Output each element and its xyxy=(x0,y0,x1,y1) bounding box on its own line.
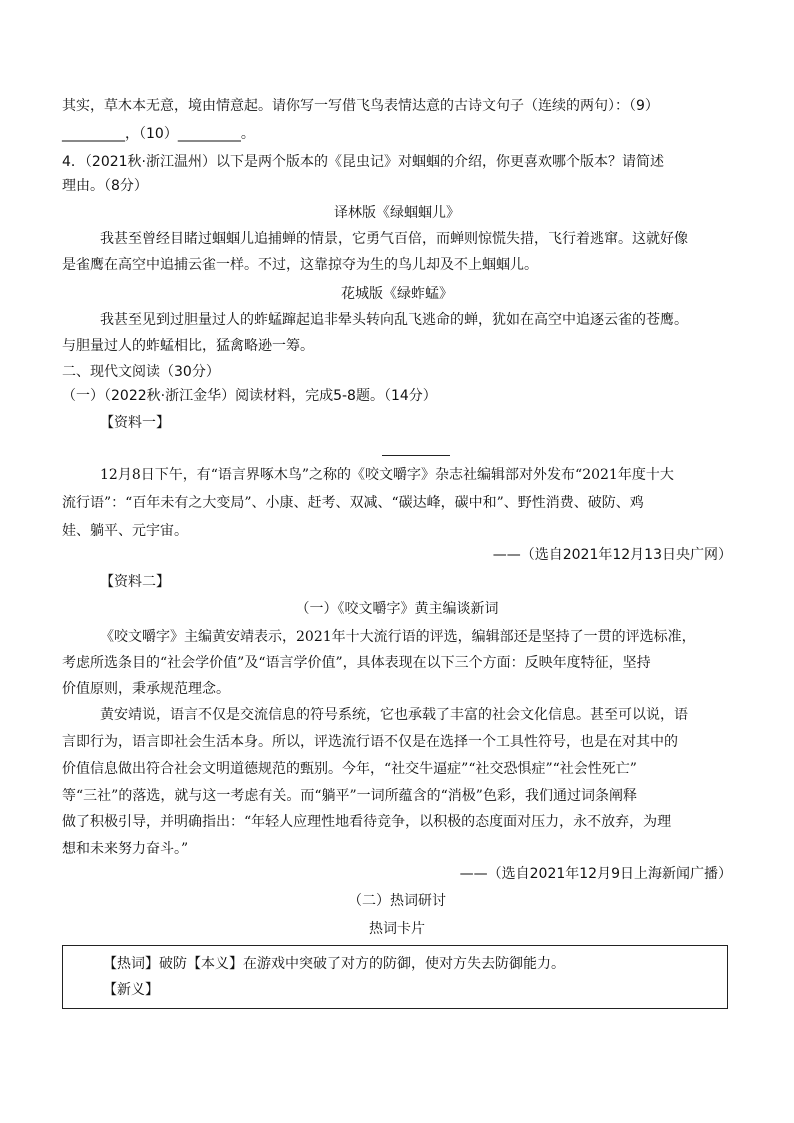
hot-word-card-line-1: 【热词】破防【本义】在游戏中突破了对方的防御，使对方失去防御能力。 xyxy=(103,956,565,972)
material-1-line-1: 12月8日下午，有“语言界啄木鸟”之称的《咬文嚼字》杂志社编辑部对外发布“2021年度十大 xyxy=(100,467,674,483)
material-2-source: ——（选自2021年12月9日上海新闻广播） xyxy=(459,866,732,882)
material-1-source: ——（选自2021年12月13日央广网） xyxy=(492,547,732,563)
version-a-text-line-1: 我甚至曾经目睹过蝈蝈儿追捕蝉的情景，它勇气百倍，而蝉则惊慌失措，飞行着逃窜。这就好像 xyxy=(100,231,688,247)
material-2-line-6: 价值信息做出符合社会文明道德规范的甄别。今年，“社交牛逼症”“社交恐惧症”“社会性死亡” xyxy=(62,761,637,777)
material-2-line-3: 价值原则，秉承规范理念。 xyxy=(62,681,230,697)
material-2-line-9: 想和未来努力奋斗。” xyxy=(62,841,189,857)
section-2-subheading: （一）（2022秋·浙江金华）阅读材料，完成5-8题。（14分） xyxy=(62,388,437,404)
version-b-title: 花城版《绿蚱蜢》 xyxy=(341,286,453,302)
hot-word-card xyxy=(62,945,728,1009)
material-1-label: 【资料一】 xyxy=(100,415,170,431)
hot-words-title: （二）热词研讨 xyxy=(348,893,446,909)
q4-prompt-line-1: 4．（2021秋·浙江温州）以下是两个版本的《昆虫记》对蝈蝈的介绍，你更喜欢哪个版本？请简述 xyxy=(62,154,664,170)
version-b-text-line-2: 与胆量过人的蚱蜢相比，猛禽略逊一筹。 xyxy=(62,338,314,354)
material-1-line-3: 娃、躺平、元宇宙。 xyxy=(62,523,188,539)
q3-line-1: 其实，草木本无意，境由情意起。请你写一写借飞鸟表情达意的古诗文句子（连续的两句）：（9） xyxy=(62,98,659,114)
material-2-title: （一）《咬文嚼字》黄主编谈新词 xyxy=(295,601,499,617)
material-2-line-2: 考虑所选条目的“社会学价值”及“语言学价值”，具体表现在以下三个方面：反映年度特征，坚持 xyxy=(62,655,651,671)
q3-answer-blanks: _________，（10）_________。 xyxy=(62,126,255,142)
version-b-text-line-1: 我甚至见到过胆量过人的蚱蜢蹿起追非晕头转向乱飞逃命的蝉，犹如在高空中追逐云雀的苍鹰。 xyxy=(100,312,688,328)
version-a-text-line-2: 是雀鹰在高空中追捕云雀一样。不过，这靠掠夺为生的鸟儿却及不上蝈蝈儿。 xyxy=(62,257,538,273)
material-2-line-5: 言即行为，语言即社会生活本身。所以，评选流行语不仅是在选择一个工具性符号，也是在对其中的 xyxy=(62,734,678,750)
hot-word-card-title: 热词卡片 xyxy=(369,921,425,937)
material-2-label: 【资料二】 xyxy=(100,574,170,590)
material-2-line-7: 等“三社”的落选，就与这一考虑有关。而“躺平”一词所蕴含的“消极”色彩，我们通过词条阐释 xyxy=(62,788,637,804)
section-2-heading: 二、现代文阅读（30分） xyxy=(62,364,220,380)
hot-word-card-line-2: 【新义】 xyxy=(103,982,159,998)
material-1-line-2: 流行语”：“百年未有之大变局”、小康、赶考、双减、“碳达峰，碳中和”、野性消费、破防、鸡 xyxy=(62,495,644,511)
material-2-line-4: 黄安靖说，语言不仅是交流信息的符号系统，它也承载了丰富的社会文化信息。甚至可以说，语 xyxy=(100,707,688,723)
version-a-title: 译林版《绿蝈蝈儿》 xyxy=(334,205,460,221)
blank-title-rule xyxy=(382,455,450,456)
q4-prompt-line-2: 理由。（8分） xyxy=(62,178,148,194)
material-2-line-1: 《咬文嚼字》主编黄安靖表示，2021年十大流行语的评选，编辑部还是坚持了一贯的评选标准， xyxy=(100,629,696,645)
material-2-line-8: 做了积极引导，并明确指出：“年轻人应理性地看待竞争，以积极的态度面对压力，永不放弃，为理 xyxy=(62,814,672,830)
